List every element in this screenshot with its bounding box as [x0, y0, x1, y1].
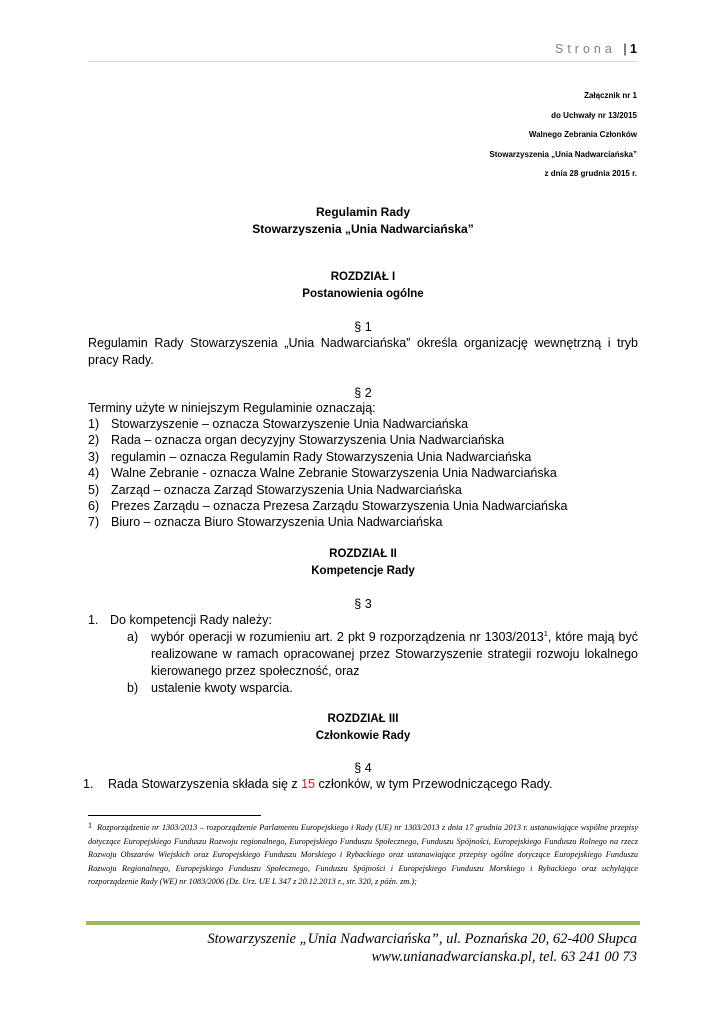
list-item: 2) Rada – oznacza organ decyzyjny Stowarzyszenia Unia Nadwarciańska — [88, 433, 505, 448]
annex-note — [489, 86, 637, 184]
list-item: 1) Stowarzyszenie – oznacza Stowarzyszenie Unia Nadwarciańska — [88, 417, 469, 431]
annex-line: do Uchwały nr 13/2015 — [551, 110, 637, 120]
chapter-3-heading — [88, 711, 638, 745]
footnote-number: 1 — [88, 821, 92, 830]
list-item: 5) Zarząd – oznacza Zarząd Stowarzyszenia Unia Nadwarciańska — [88, 482, 462, 497]
chapter-number: ROZDZIAŁ I — [330, 271, 396, 283]
chapter-title: Kompetencje Rady — [311, 565, 415, 577]
chapter-number: ROZDZIAŁ II — [329, 548, 397, 560]
page-label: Strona — [555, 42, 616, 56]
annex-line: Stowarzyszenia „Unia Nadwarciańska” — [489, 149, 637, 159]
footnote — [88, 819, 638, 889]
page-header: Strona | 1 — [555, 42, 637, 56]
competences-list — [88, 612, 638, 629]
footer-divider — [86, 921, 640, 925]
members-list — [83, 776, 633, 793]
annex-line: z dnia 28 grudnia 2015 r. — [544, 169, 637, 178]
member-count: 15 — [301, 777, 316, 791]
title-line-2: Stowarzyszenia „Unia Nadwarciańska” — [252, 222, 474, 236]
paragraph-symbol: § 2 — [354, 386, 372, 400]
footnote-text: Rozporządzenie nr 1303/2013 – rozporządzenie Parlamentu Europejskiego i Rady (UE) nr 1303/2013 z dnia 17 grudnia 2013 r. ustanawiające wspólne przepisy dotyczące Europejskiego Funduszu Rozwoju regionalnego, Europejskiego Funduszu Społecznego, Funduszu Spójności, Europejskiego Funduszu Rolnego na rzecz Rozwoju Obszarów Wiejskich oraz Europejskiego Funduszu Morskiego i Rybackiego oraz ustanawiające przepisy ogólne dotyczące Europejskiego Funduszu Rozwoju Regionalnego, Europejskiego Funduszu Społecznego, Funduszu Spójności i Europejskiego Funduszu Morskiego i Rybackiego oraz uchylające rozporządzenie Rady (WE) nr 1083/2006 (Dz. Urz. UE L 347 z 20.12.2013 r., str. 320, z późn. zm.); — [88, 823, 638, 887]
list-item: b) ustalenie kwoty wsparcia. — [127, 681, 293, 695]
annex-line: Załącznik nr 1 — [584, 91, 637, 100]
chapter-1-heading — [88, 269, 638, 303]
annex-line: Walnego Zebrania Członków — [528, 130, 637, 139]
page-number: 1 — [630, 42, 637, 56]
title-line-1: Regulamin Rady — [315, 205, 411, 219]
footnote-reference[interactable]: 1 — [543, 628, 548, 638]
definitions-list — [88, 416, 638, 531]
header-divider — [88, 61, 638, 62]
page-footer — [207, 930, 637, 966]
chapter-title: Postanowienia ogólne — [302, 288, 424, 300]
list-item: 1. Rada Stowarzyszenia składa się z 15 członków, w tym Przewodniczącego Rady. — [83, 777, 553, 791]
document-title — [88, 204, 638, 238]
paragraph-1-text: Regulamin Rady Stowarzyszenia „Unia Nadwarciańska” określa organizację wewnętrzną i tryb pracy Rady. — [88, 336, 638, 367]
paragraph-symbol: § 4 — [354, 761, 372, 775]
chapter-2-heading — [88, 546, 638, 580]
paragraph-2-intro: Terminy użyte w niniejszym Regulaminie oznaczają: — [88, 401, 376, 415]
footer-address: Stowarzyszenie „Unia Nadwarciańska”, ul. Poznańska 20, 62-400 Słupca — [207, 931, 637, 947]
competences-sublist — [127, 629, 638, 697]
paragraph-symbol: § 3 — [354, 597, 372, 611]
list-item: 1. Do kompetencji Rady należy: — [88, 613, 272, 627]
list-item: 6) Prezes Zarządu – oznacza Prezesa Zarządu Stowarzyszenia Unia Nadwarciańska — [88, 499, 568, 514]
paragraph-symbol: § 1 — [354, 320, 372, 334]
list-item: a) wybór operacji w rozumieniu art. 2 pkt 9 rozporządzenia nr 1303/2013$^1$, które mają być realizowane w ramach opracowanej przez Stowarzyszenie strategii rozwoju lokalnego kierowanego przez społeczność, oraz — [127, 628, 638, 678]
list-item: 3) regulamin – oznacza Regulamin Rady Stowarzyszenia Unia Nadwarciańska — [88, 449, 532, 464]
footer-contact: www.unianadwarcianska.pl, tel. 63 241 00 73 — [371, 949, 637, 965]
list-item: 4) Walne Zebranie - oznacza Walne Zebranie Stowarzyszenia Unia Nadwarciańska — [88, 466, 557, 481]
list-item: 7) Biuro – oznacza Biuro Stowarzyszenia Unia Nadwarciańska — [88, 515, 443, 530]
chapter-title: Członkowie Rady — [315, 730, 411, 742]
chapter-number: ROZDZIAŁ III — [327, 713, 399, 725]
footnote-separator — [88, 815, 261, 816]
